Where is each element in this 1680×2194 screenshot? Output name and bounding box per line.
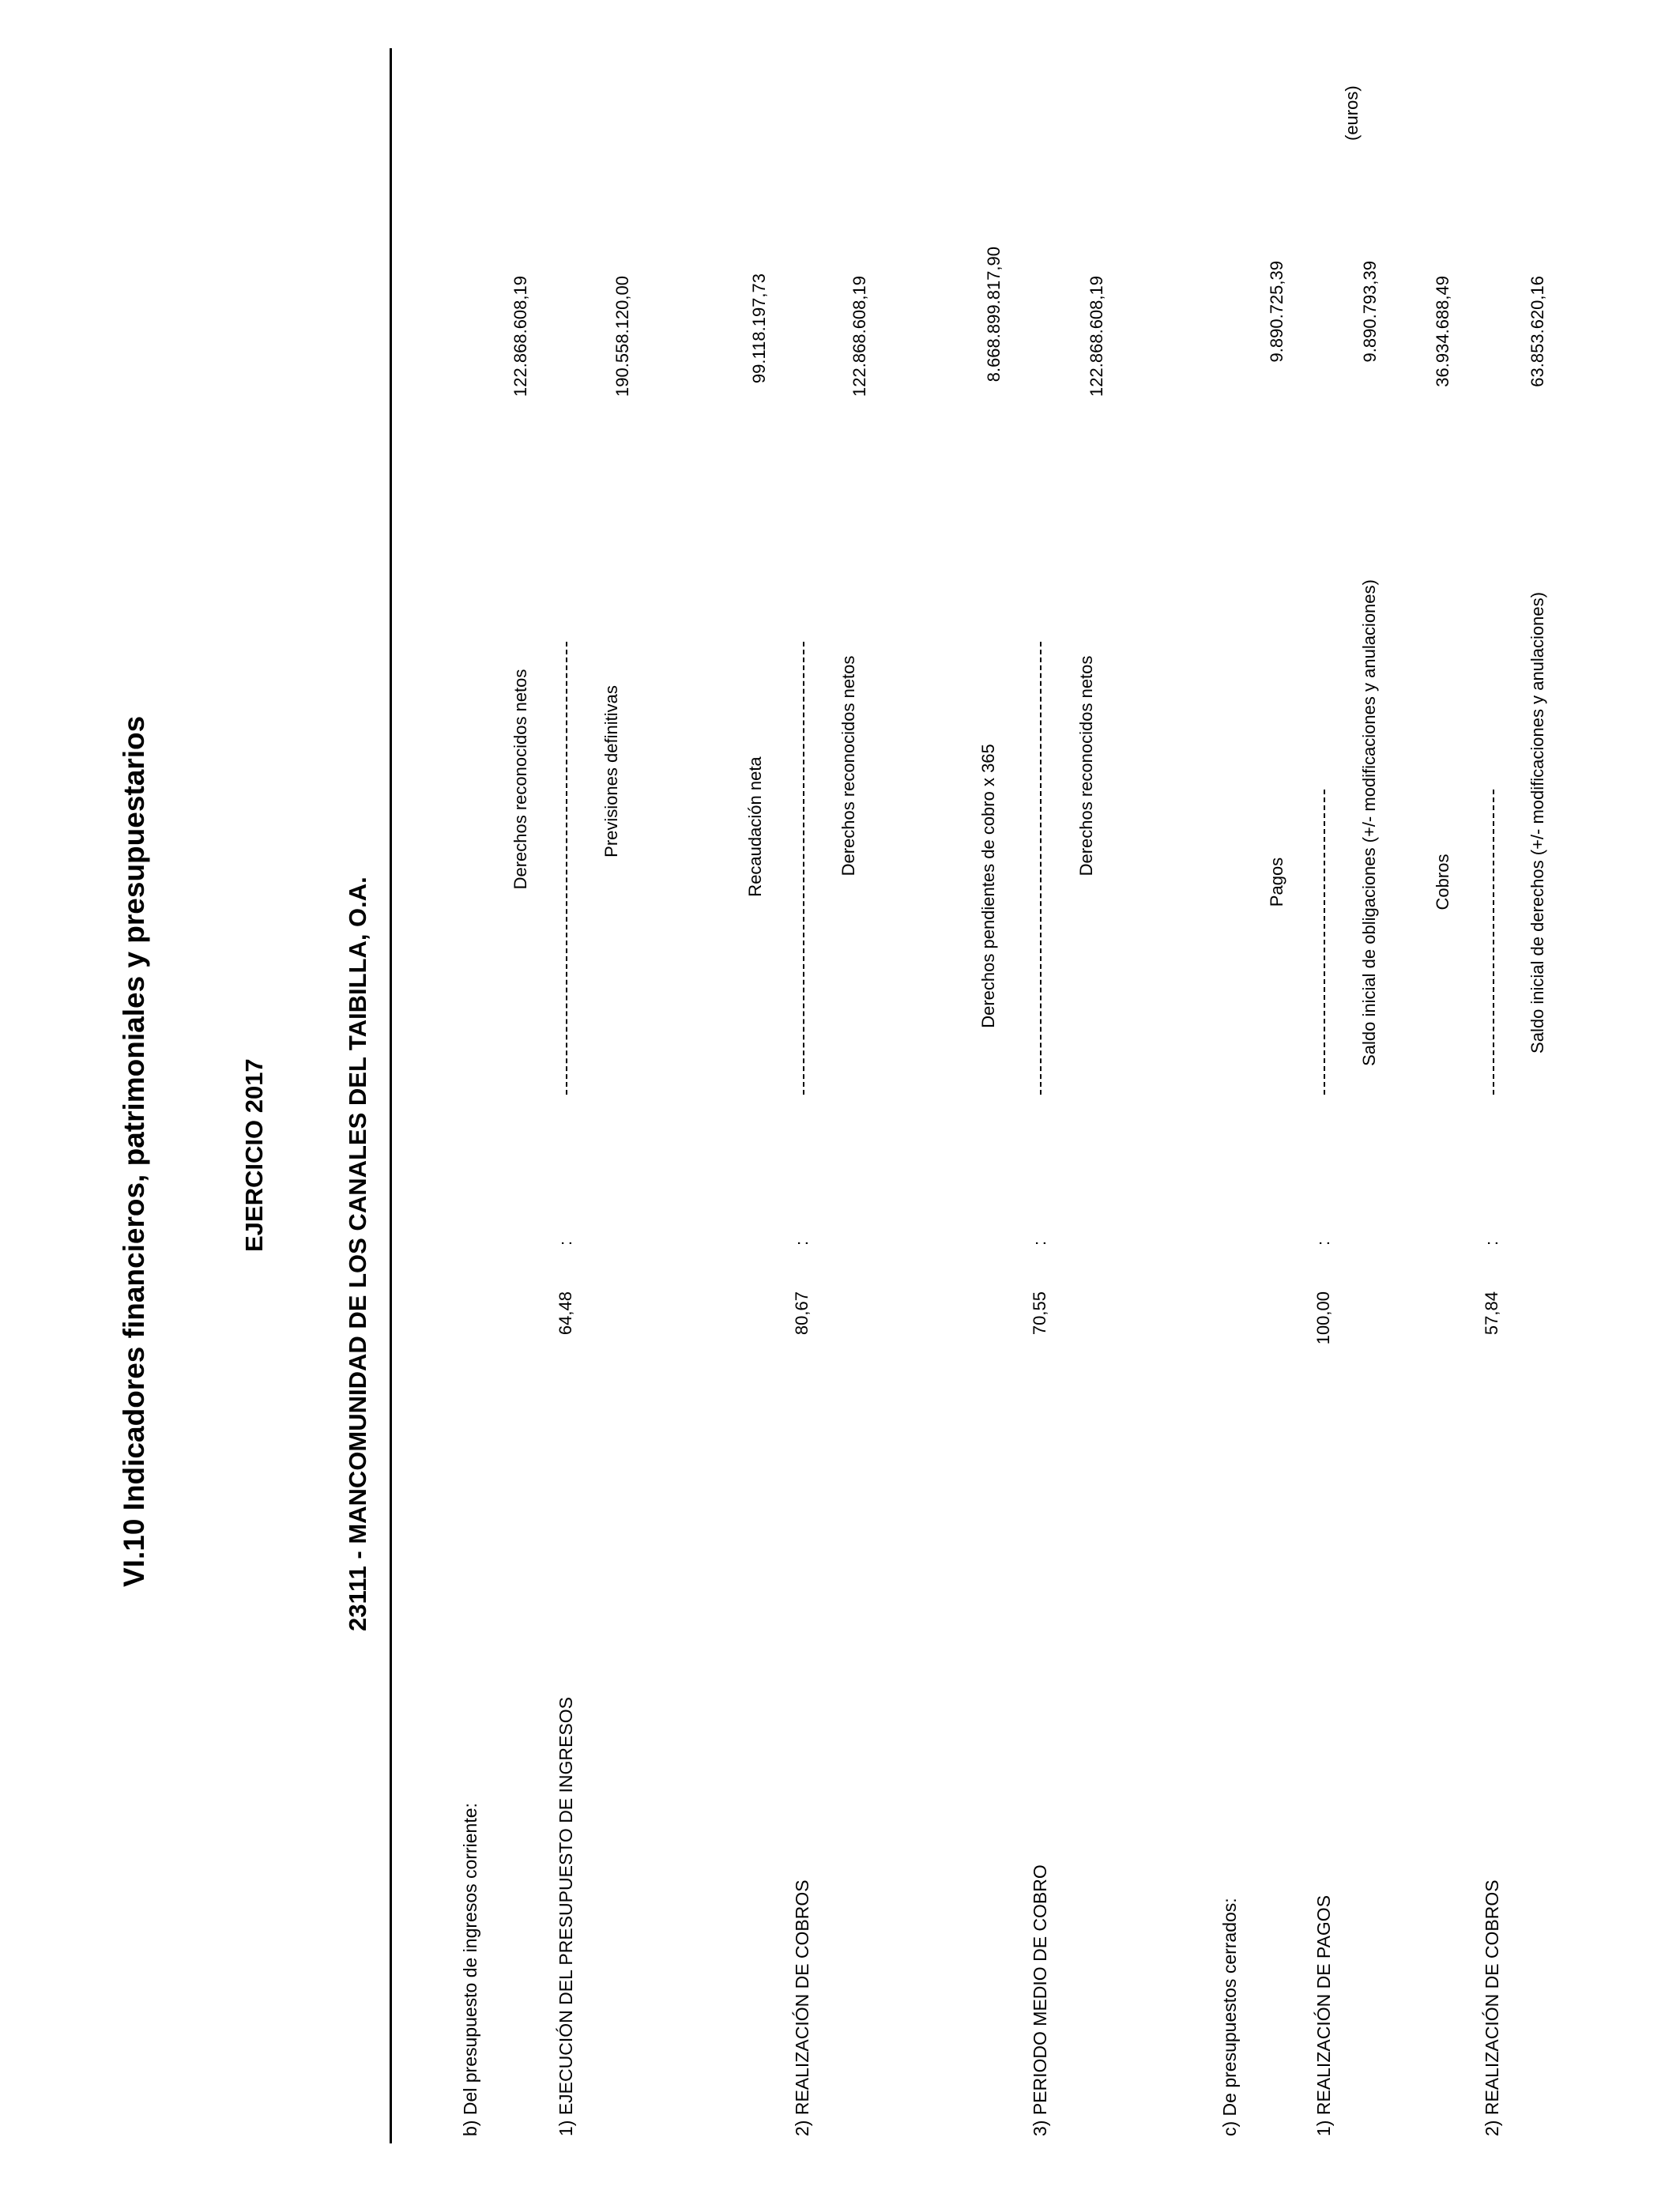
indicator-label: 1) REALIZACIÓN DE PAGOS: [1313, 1894, 1334, 2136]
denominator-amount: 9.890.793,39: [1360, 261, 1380, 363]
exercise-label: EJERCICIO 2017: [240, 1058, 268, 1252]
indicator-label: 2) REALIZACIÓN DE COBROS: [792, 1879, 812, 2136]
fraction-line: [566, 642, 567, 1095]
section-heading-closed: c) De presupuestos cerrados:: [1219, 1898, 1240, 2136]
entity-name: 23111 - MANCOMUNIDAD DE LOS CANALES DEL TAIBILLA, O.A.: [344, 876, 371, 1631]
numerator-amount: 122.868.608,19: [510, 276, 530, 397]
fraction-line: [803, 642, 804, 1095]
denominator-amount: 63.853.620,16: [1527, 276, 1547, 387]
denominator-label: Derechos reconocidos netos: [838, 655, 858, 876]
numerator-label: Pagos: [1267, 857, 1286, 907]
numerator-amount: 9.890.725,39: [1267, 261, 1286, 363]
indicator-value: 70,55: [1030, 1291, 1049, 1336]
indicator-value: 100,00: [1313, 1291, 1333, 1345]
numerator-label: Cobros: [1433, 854, 1452, 910]
fraction-line: [1493, 790, 1494, 1095]
numerator-amount: 99.118.197,73: [749, 273, 769, 384]
header-separator-line: [390, 48, 392, 2143]
indicator-label: 2) REALIZACIÓN DE COBROS: [1482, 1879, 1502, 2136]
denominator-label: Saldo inicial de obligaciones (+/- modificaciones y anulaciones): [1359, 579, 1379, 1066]
separator-colon: :: [1313, 1240, 1333, 1246]
numerator-label: Derechos reconocidos netos: [510, 669, 530, 890]
section-heading-current: b) Del presupuesto de ingresos corriente:: [460, 1803, 480, 2136]
units-label: (euros): [1342, 85, 1362, 141]
indicator-value: 80,67: [792, 1291, 812, 1336]
numerator-label: Derechos pendientes de cobro x 365: [978, 744, 998, 1028]
page-title: VI.10 Indicadores financieros, patrimoniales y presupuestarios: [118, 715, 150, 1587]
denominator-amount: 122.868.608,19: [1087, 276, 1106, 397]
denominator-amount: 190.558.120,00: [612, 276, 632, 397]
numerator-amount: 8.668.899.817,90: [984, 247, 1004, 383]
fraction-line: [1040, 642, 1042, 1095]
numerator-amount: 36.934.688,49: [1433, 276, 1452, 387]
denominator-label: Previsiones definitivas: [601, 685, 621, 858]
denominator-label: Saldo inicial de derechos (+/- modificaciones y anulaciones): [1527, 592, 1547, 1054]
indicator-label: 3) PERIODO MEDIO DE COBRO: [1030, 1864, 1050, 2136]
indicator-value: 57,84: [1482, 1291, 1501, 1336]
separator-colon: :: [1030, 1240, 1049, 1246]
separator-colon: :: [1482, 1240, 1501, 1246]
numerator-label: Recaudación neta: [745, 756, 765, 897]
fraction-line: [1324, 790, 1325, 1095]
denominator-label: Derechos reconocidos netos: [1076, 655, 1096, 876]
indicator-value: 64,48: [556, 1291, 575, 1336]
separator-colon: :: [792, 1240, 812, 1246]
indicator-label: 1) EJECUCIÓN DEL PRESUPUESTO DE INGRESOS: [556, 1697, 576, 2136]
denominator-amount: 122.868.608,19: [849, 276, 869, 397]
separator-colon: :: [556, 1240, 575, 1246]
